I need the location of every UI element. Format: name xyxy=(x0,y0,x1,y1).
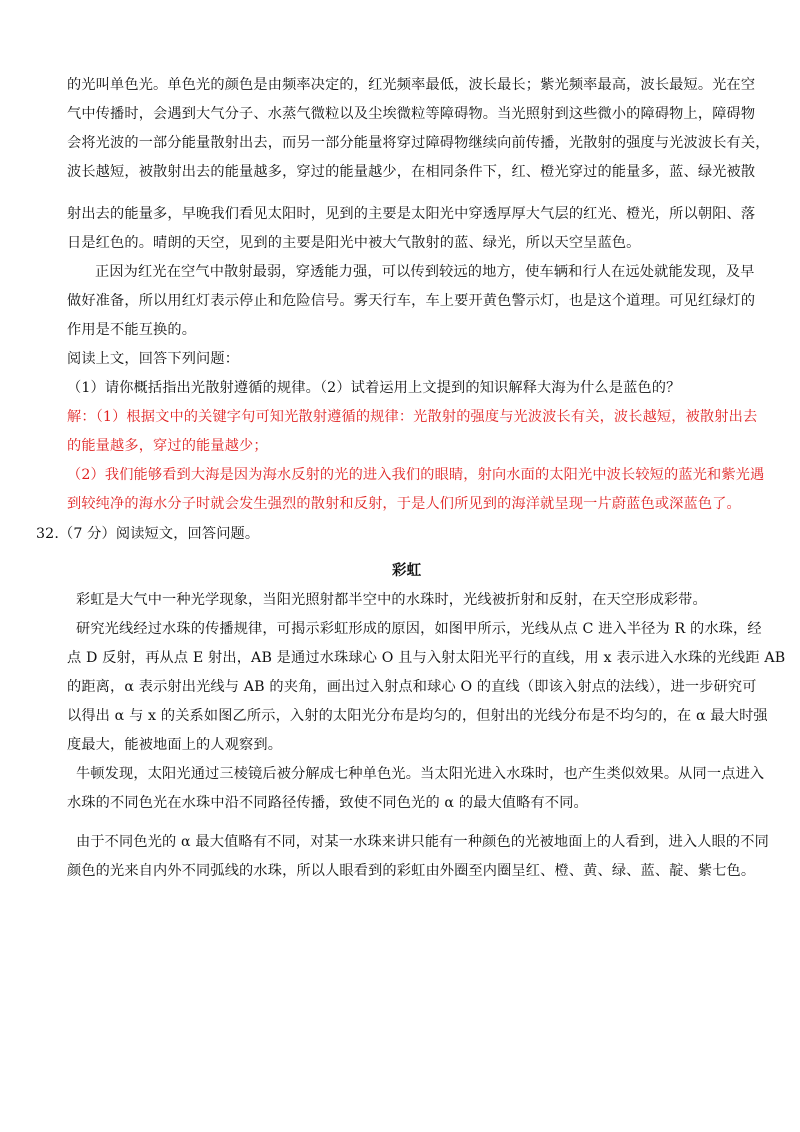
passage-line: 会将光波的一部分能量散射出去，而另一部分能量将穿过障碍物继续向前传播，光散射的强度与光波波长有关， xyxy=(67,135,770,151)
answer-line: 到较纯净的海水分子时就会发生强烈的散射和反射，于是人们所见到的海洋就呈现一片蔚蓝色或深蓝色了。 xyxy=(67,496,741,512)
passage-line: 正因为红光在空气中散射最弱，穿透能力强，可以传到较远的地方，使车辆和行人在远处就能发现，及早 xyxy=(95,264,755,280)
passage-line: 水珠的不同色光在水珠中沿不同路径传播，致使不同色光的 α 的最大值略有不同。 xyxy=(67,795,588,811)
passage-line: 颜色的光来自内外不同弧线的水珠，所以人眼看到的彩虹由外圈至内圈呈红、橙、黄、绿、蓝、靛、紫七色。 xyxy=(67,863,756,879)
question-header: 32.（7 分）阅读短文，回答问题。 xyxy=(36,526,260,542)
passage-line: 的距离，α 表示射出光线与 AB 的夹角，画出过入射点和球心 O 的直线（即该入射点的法线），进一步研究可 xyxy=(67,679,757,695)
passage-line: 点 D 反射，再从点 E 射出，AB 是通过水珠球心 O 且与入射太阳光平行的直线，用 x 表示进入水珠的光线距 AB xyxy=(67,650,786,666)
passage-line: 的光叫单色光。单色光的颜色是由频率决定的，红光频率最低，波长最长；紫光频率最高，波长最短。光在空 xyxy=(67,77,756,93)
passage-line: 作用是不能互换的。 xyxy=(67,322,197,338)
passage-line: 波长越短，被散射出去的能量越多，穿过的能量越少，在相同条件下，红、橙光穿过的能量多，蓝、绿光被散 xyxy=(67,164,756,180)
passage-line: 气中传播时，会遇到大气分子、水蒸气微粒以及尘埃微粒等障碍物。当光照射到这些微小的障碍物上，障碍物 xyxy=(67,106,756,122)
passage-line: 射出去的能量多，早晚我们看见太阳时，见到的主要是太阳光中穿透厚厚大气层的红光、橙光，所以朝阳、落 xyxy=(67,206,756,222)
answer-line: 的能量越多，穿过的能量越少； xyxy=(67,438,268,454)
passage-line: 度最大，能被地面上的人观察到。 xyxy=(67,737,283,753)
passage-line: 彩虹是大气中一种光学现象，当阳光照射都半空中的水珠时，光线被折射和反射，在天空形成彩带。 xyxy=(76,592,707,608)
passage-line: 研究光线经过水珠的传播规律，可揭示彩虹形成的原因，如图甲所示，光线从点 C 进入半径为 R 的水珠，经 xyxy=(76,621,762,637)
passage-line: 由于不同色光的 α 最大值略有不同，对某一水珠来讲只能有一种颜色的光被地面上的人看到，进入人眼的不同 xyxy=(76,834,769,850)
answer-line: 解：（1）根据文中的关键字句可知光散射遵循的规律：光散射的强度与光波波长有关，波长越短，被散射出去 xyxy=(67,409,758,425)
passage-line: 以得出 α 与 x 的关系如图乙所示，入射的太阳光分布是均匀的，但射出的光线分布是不均匀的，在 α 最大时强 xyxy=(67,708,768,724)
questions-line: （1）请你概括指出光散射遵循的规律。（2）试着运用上文提到的知识解释大海为什么是蓝色的？ xyxy=(67,380,681,396)
passage-line: 日是红色的。晴朗的天空，见到的主要是阳光中被大气散射的蓝、绿光，所以天空呈蓝色。 xyxy=(67,235,641,251)
passage-line: 做好准备，所以用红灯表示停止和危险信号。雾天行车，车上要开黄色警示灯，也是这个道理。可见红绿灯的 xyxy=(67,293,756,309)
reading-instruction: 阅读上文，回答下列问题： xyxy=(67,351,240,367)
answer-line: （2）我们能够看到大海是因为海水反射的光的进入我们的眼睛，射向水面的太阳光中波长较短的蓝光和紫光遇 xyxy=(67,467,765,483)
passage-title: 彩虹 xyxy=(392,562,422,579)
passage-line: 牛顿发现，太阳光通过三棱镜后被分解成七种单色光。当太阳光进入水珠时，也产生类似效果。从同一点进入 xyxy=(76,766,765,782)
